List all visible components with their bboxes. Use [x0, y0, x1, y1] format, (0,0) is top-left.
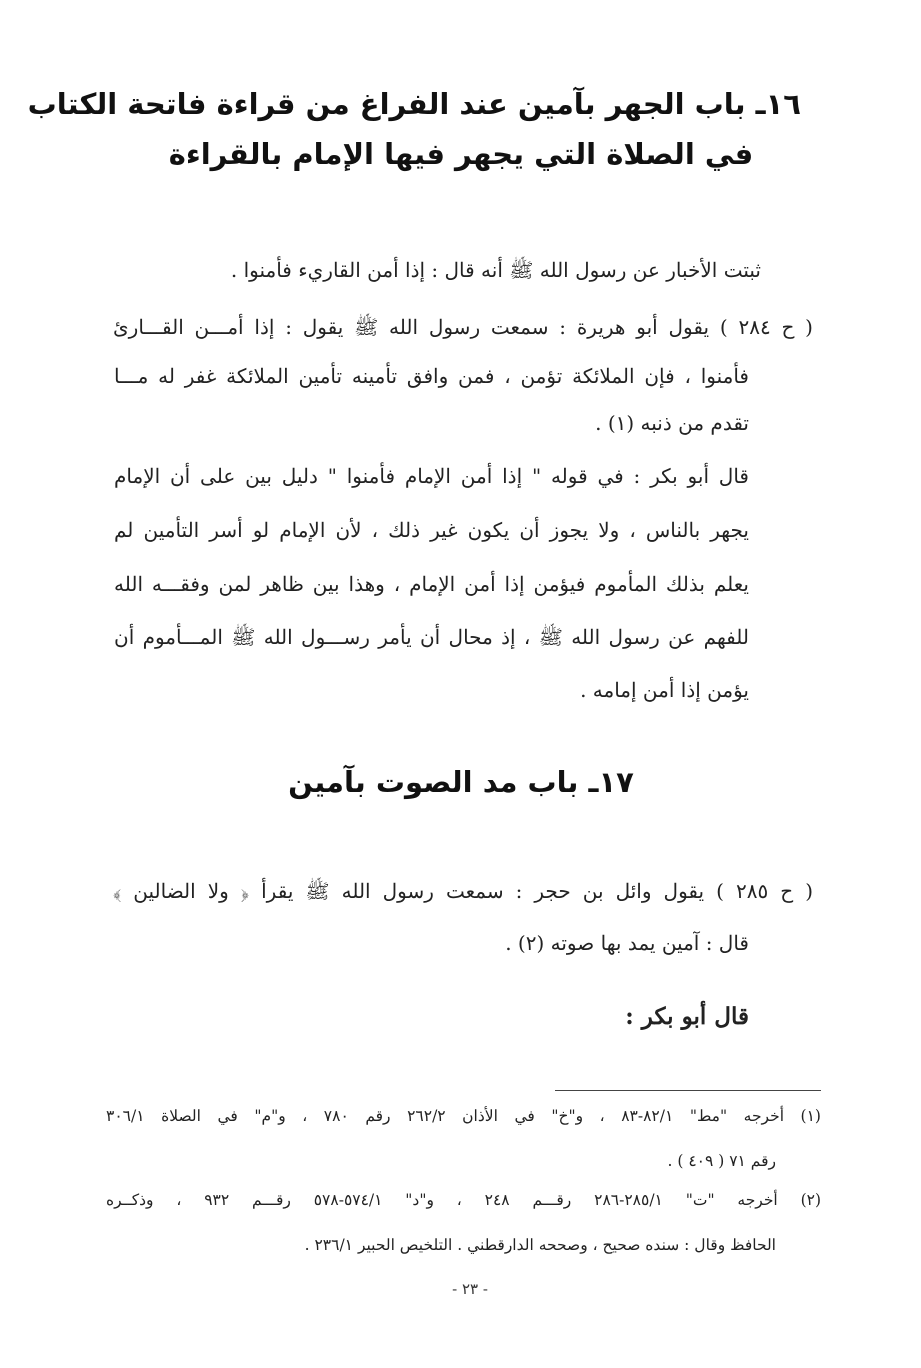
- hadith-284-line1: ( ح ٢٨٤ ) يقول أبو هريرة : سمعت رسول الله ﷺ يقول : إذا أمـــن القـــارئ: [113, 315, 813, 339]
- commentary-1-line1: قال أبو بكر : في قوله " إذا أمن الإمام فأمنوا " دليل بين على أن الإمام: [114, 464, 749, 488]
- chapter-17-title: ١٧ـ باب مد الصوت بآمين: [288, 765, 634, 799]
- hadith-284-line3: تقدم من ذنبه (١) .: [595, 411, 749, 435]
- commentary-1-line3: يعلم بذلك المأموم فيؤمن إذا أمن الإمام ، وهذا بين ظاهر لمن وفقـــه الله: [114, 572, 749, 596]
- commentary-2: قال أبو بكر :: [625, 1003, 749, 1030]
- footnote-divider: [555, 1090, 821, 1091]
- footnote-2-line2: الحافظ وقال : سنده صحيح ، وصححه الدارقطني . التلخيص الحبير ٢٣٦/١ .: [304, 1236, 776, 1254]
- page-number: - ٢٣ -: [452, 1280, 488, 1298]
- commentary-1-line2: يجهر بالناس ، ولا يجوز أن يكون غير ذلك ، لأن الإمام لو أسر التأمين لم: [114, 518, 749, 542]
- footnote-1-line1: (١) أخرجه "مط" ٨٢/١-٨٣ ، و"خ" في الأذان ٢٦٢/٢ رقم ٧٨٠ ، و"م" في الصلاة ٣٠٦/١: [106, 1107, 821, 1125]
- commentary-1-line5: يؤمن إذا أمن إمامه .: [580, 678, 749, 702]
- hadith-285-line2: قال : آمين يمد بها صوته (٢) .: [505, 931, 749, 955]
- commentary-1-line4: للفهم عن رسول الله ﷺ ، إذ محال أن يأمر رســـول الله ﷺ المـــأموم أن: [114, 625, 749, 649]
- hadith-285-line1: ( ح ٢٨٥ ) يقول وائل بن حجر : سمعت رسول الله ﷺ يقرأ ﴿ ولا الضالين ﴾: [113, 879, 813, 903]
- chapter-16-title-line1: ١٦ـ باب الجهر بآمين عند الفراغ من قراءة فاتحة الكتاب: [27, 87, 801, 121]
- intro-text: ثبتت الأخبار عن رسول الله ﷺ أنه قال : إذا أمن القاريء فأمنوا .: [230, 258, 761, 282]
- chapter-16-title-line2: في الصلاة التي يجهر فيها الإمام بالقراءة: [168, 137, 754, 171]
- footnote-1-line2: رقم ٧١ ( ٤٠٩ ) .: [667, 1152, 776, 1170]
- footnote-2-line1: (٢) أخرجه "ت" ٢٨٥/١-٢٨٦ رقـــم ٢٤٨ ، و"د" ٥٧٤/١-٥٧٨ رقـــم ٩٣٢ ، وذكــره: [106, 1191, 822, 1209]
- hadith-284-line2: فأمنوا ، فإن الملائكة تؤمن ، فمن وافق تأمينه تأمين الملائكة غفر له مـــا: [114, 364, 749, 388]
